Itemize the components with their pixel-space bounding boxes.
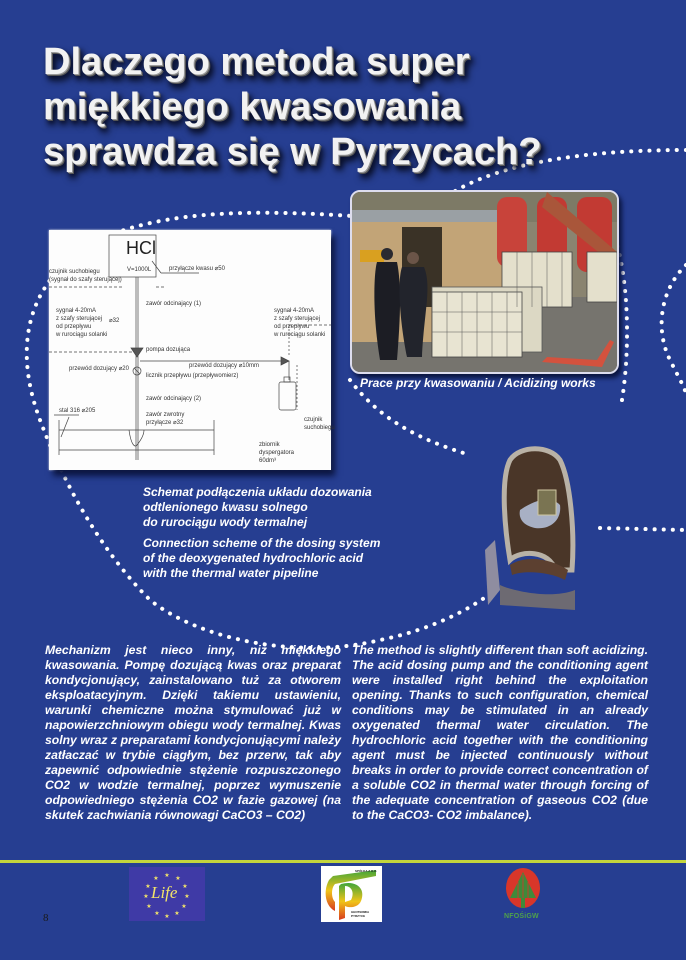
dosing-line-right-label: przewód dozujący ⌀10mm bbox=[189, 363, 259, 369]
svg-text:★: ★ bbox=[184, 893, 190, 900]
page-number: 8 bbox=[43, 912, 49, 924]
signal-right-line-4: w rurociągu solanki bbox=[274, 332, 326, 338]
svg-text:★: ★ bbox=[182, 883, 188, 890]
svg-text:★: ★ bbox=[154, 910, 160, 917]
sensor-right-label-2: suchobiegu bbox=[304, 425, 335, 431]
geotermia-logo-bottom-text: GEOTERMIA PYRZYCE bbox=[351, 910, 370, 918]
signal-left-line-3: od przepływu bbox=[56, 324, 92, 330]
well-opening-photo bbox=[480, 440, 585, 610]
geotermia-logo-top-text: SPÓŁKA Z O.O. bbox=[355, 869, 378, 873]
footer-divider bbox=[0, 860, 686, 863]
body-text-english: The method is slightly different than soft acidizing. The acid dosing pump and the conditioning agent were installed right behind the exploitation opening. Thanks to such configuration, chemical conditions may be stimulated in an already oxygenated thermal water circulation. The hydrochloric acid together with the conditioning agent must be injected continuously without breaks in order to provide correct concentration of a soluble CO2 in thermal water through forcing of the adequate concentration of gaseous CO2 (due to the CaCO3- CO2 imbalance). bbox=[352, 643, 648, 822]
svg-text:★: ★ bbox=[153, 875, 159, 882]
svg-text:★: ★ bbox=[146, 903, 152, 910]
nfosigw-logo-text: NFOŚiGW bbox=[504, 913, 539, 920]
geotermia-pyrzyce-logo bbox=[321, 866, 382, 922]
flow-meter-label: licznik przepływu (przepływomierz) bbox=[146, 373, 239, 379]
diagram-caption-en: Connection scheme of the dosing system of the deoxygenated hydrochloric acid with the thermal water pipeline bbox=[143, 536, 381, 580]
life-logo-text: Life bbox=[151, 883, 178, 902]
diameter-32-label: ⌀32 bbox=[109, 318, 120, 324]
valve-1-label: zawór odcinający (1) bbox=[146, 301, 202, 307]
photo-illustration bbox=[352, 192, 617, 372]
acidizing-works-photo bbox=[350, 190, 619, 374]
nfosigw-tree-icon bbox=[502, 868, 548, 912]
svg-text:★: ★ bbox=[181, 903, 187, 910]
steel-pipe-label: stal 316 ⌀205 bbox=[59, 408, 96, 414]
dosing-line-label: przewód dozujący ⌀20 bbox=[69, 366, 129, 372]
svg-text:★: ★ bbox=[164, 913, 170, 920]
diagram-caption-pl: Schemat podłączenia układu dozowania odtlenionego kwasu solnego do rurociągu wody termalnej bbox=[143, 485, 372, 529]
title-line-3: sprawdza się w Pyrzycach? bbox=[43, 131, 542, 173]
pump-label: pompa dozująca bbox=[146, 347, 191, 353]
title-line-2: miękkiego kwasowania bbox=[43, 86, 462, 128]
dosing-scheme-diagram bbox=[49, 230, 335, 470]
signal-right-line-3: od przepływu bbox=[274, 324, 310, 330]
signal-right-line-2: z szafy sterującej bbox=[274, 316, 321, 322]
sensor-top-note: (sygnał do szafy sterującej) bbox=[49, 277, 122, 283]
svg-text:★: ★ bbox=[145, 883, 151, 890]
signal-right-line-1: sygnał 4-20mA bbox=[274, 308, 315, 314]
sensor-right-label-1: czujnik bbox=[304, 417, 323, 423]
eu-life-logo bbox=[129, 867, 205, 921]
page-title bbox=[43, 40, 541, 175]
title-line-1: Dlaczego metoda super bbox=[43, 41, 470, 83]
svg-text:★: ★ bbox=[164, 872, 170, 879]
hcl-tank-label: HCl bbox=[126, 238, 156, 258]
sensor-top-label: czujnik suchobiegu bbox=[49, 269, 100, 275]
valve-2-label: zawór odcinający (2) bbox=[146, 396, 202, 402]
small-tank-label-3: 60dm³ bbox=[259, 458, 277, 464]
svg-text:★: ★ bbox=[174, 910, 180, 917]
body-text-polish: Mechanizm jest nieco inny, niż miękkiego kwasowania. Pompę dozującą kwas oraz preparat kondycjonujący, zainstalowano tuż za otworem eksploatacyjnym. Dzięki takiemu ustawieniu, warunki chemiczne można stymulować już w napowierzchniowym obiegu wody termalnej. Kwas solny wraz z preparatami kondycjonującymi należy zatłaczać w trybie ciągłym, bez przerw, tak aby zapewnić odpowiednie stężenie rozpuszczonego CO2 w wodzie termalnej, poprzez wymuszenie odpowiedniego stężenia CO2 w fazie gazowej (na skutek zachwiania równowagi CaCO3 – CO2) bbox=[45, 643, 341, 822]
small-tank-label-1: zbiornik bbox=[259, 442, 280, 448]
tank-volume-label: V=1000L bbox=[127, 267, 152, 273]
diagram-caption bbox=[143, 485, 380, 587]
small-tank-label-2: dyspergatora bbox=[259, 450, 295, 456]
check-valve-label: zawór zwrotny bbox=[146, 412, 185, 418]
svg-text:★: ★ bbox=[143, 893, 149, 900]
photo-caption: Prace przy kwasowaniu / Acidizing works bbox=[360, 376, 596, 390]
signal-left-line-4: w rurociągu solanki bbox=[56, 332, 108, 338]
svg-text:★: ★ bbox=[175, 875, 181, 882]
signal-left-line-2: z szafy sterującej bbox=[56, 316, 103, 322]
check-valve-connection-label: przyłącze ⌀32 bbox=[146, 420, 184, 426]
signal-left-line-1: sygnał 4-20mA bbox=[56, 308, 97, 314]
acid-connection-label: przyłącze kwasu ⌀50 bbox=[169, 266, 225, 272]
nfosigw-logo bbox=[502, 868, 548, 924]
